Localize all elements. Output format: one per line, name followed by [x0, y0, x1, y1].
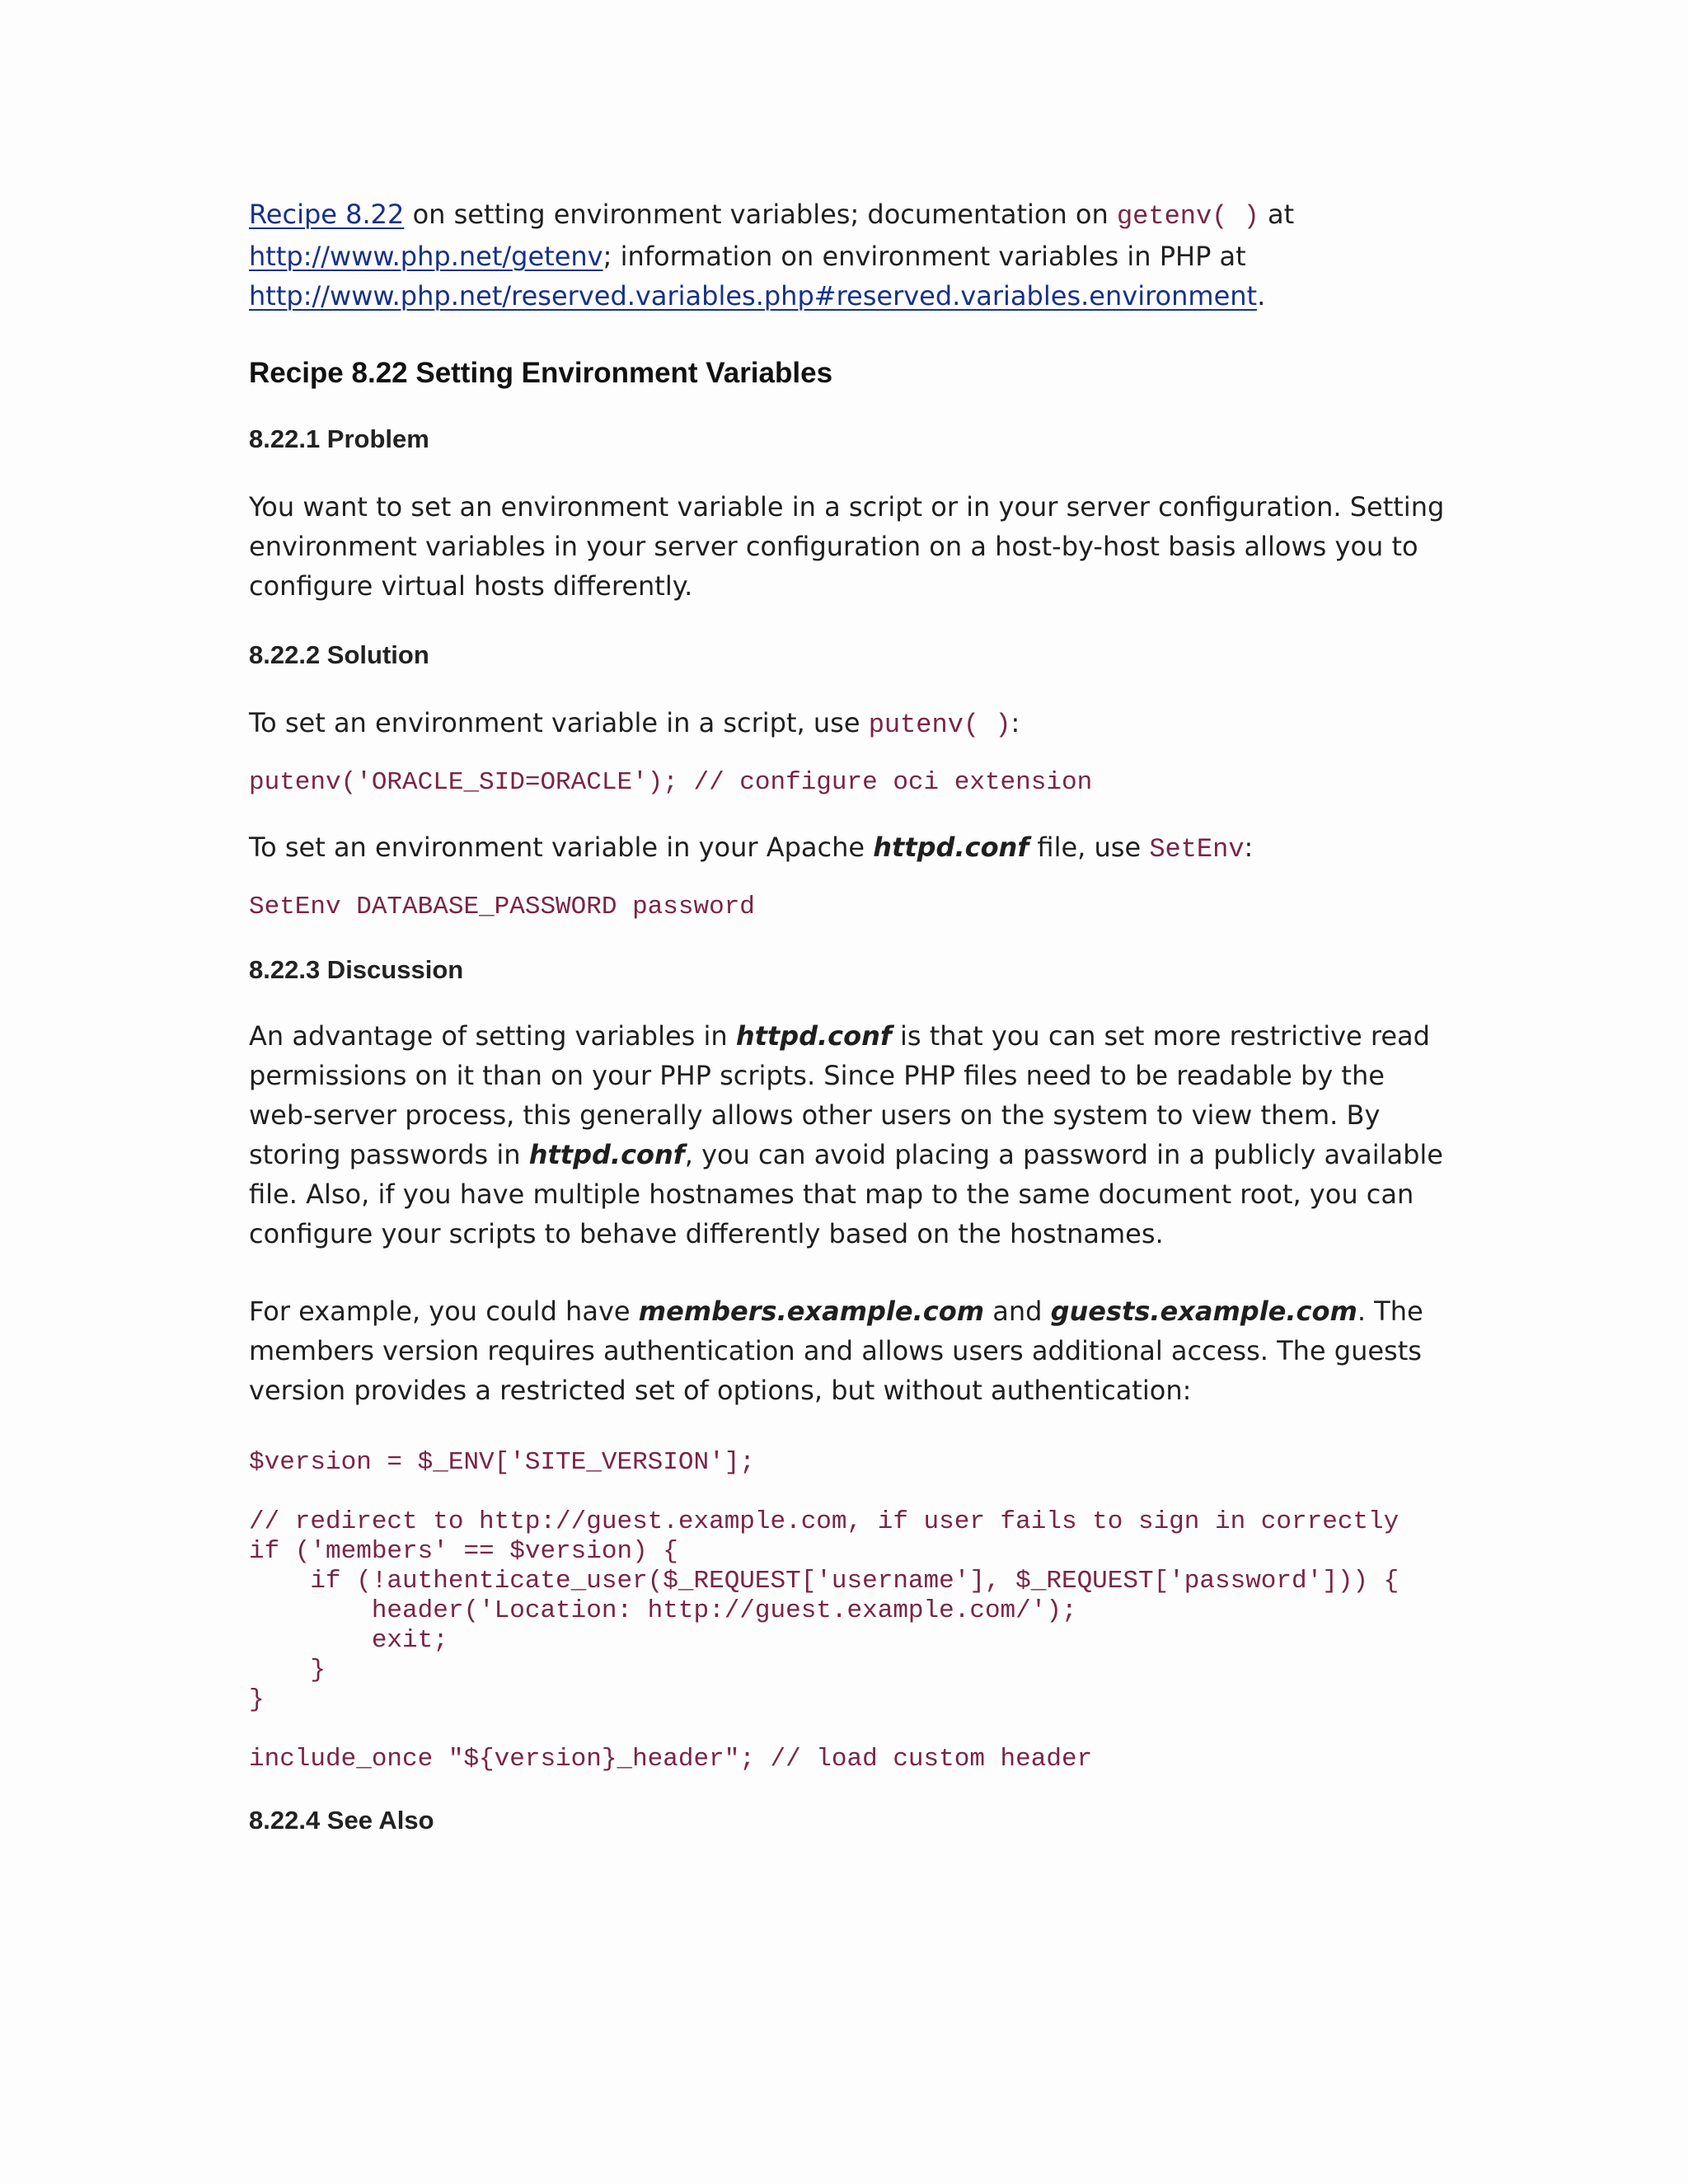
discussion-text-2a: For example, you could have — [249, 1296, 639, 1327]
solution-paragraph-2 — [249, 827, 1452, 869]
discussion-paragraph-2 — [249, 1291, 1452, 1410]
solution-text-1-end: : — [1010, 707, 1020, 738]
page-content — [249, 194, 1452, 1835]
solution-text-2-end: : — [1244, 832, 1254, 863]
intro-text-1: on setting environment variables; documentation on — [404, 199, 1117, 230]
setenv-code-block: SetEnv DATABASE_PASSWORD password — [249, 893, 755, 921]
discussion-paragraph-1 — [249, 1016, 1452, 1254]
php-getenv-link[interactable]: http://www.php.net/getenv — [249, 241, 603, 272]
problem-heading: 8.22.1 Problem — [249, 424, 429, 453]
setenv-code: SetEnv — [1149, 834, 1245, 865]
httpd-conf-filename: httpd.conf — [873, 832, 1029, 863]
discussion-text-2b: and — [984, 1296, 1051, 1327]
solution-paragraph-1 — [249, 703, 1452, 745]
solution-text-1: To set an environment variable in a script, use — [249, 707, 869, 738]
discussion-text-2c: . The members version requires authentication and allows users additional access. The guests version provides a restricted set of options, but without authentication: — [249, 1296, 1423, 1406]
intro-text-2: at — [1259, 199, 1295, 230]
solution-text-2b: file, use — [1029, 832, 1150, 863]
intro-text-3: ; information on environment variables in PHP at — [603, 241, 1246, 272]
site-version-code-block: $version = $_ENV['SITE_VERSION']; — [249, 1448, 755, 1477]
guests-hostname: guests.example.com — [1050, 1296, 1357, 1327]
discussion-text-1c: , you can avoid placing a password in a publicly available file. Also, if you have multiple hostnames that map to the same document root, you can configure your scripts to behave differently based on the hostnames. — [249, 1139, 1443, 1249]
intro-paragraph — [249, 194, 1452, 316]
problem-text: You want to set an environment variable in a script or in your server configuration. Setting environment variables in your server configuration on a host-by-host basis allows you to configure virtual hosts differently. — [249, 491, 1445, 602]
redirect-code-block: // redirect to http://guest.example.com, if user fails to sign in correctly if ('members' == $version) { if (!authenticate_user($_REQUEST['username'], $_REQUEST['password'])) { header('Location: http://guest.example.com/'); exit; } } — [249, 1507, 1400, 1714]
see-also-heading: 8.22.4 See Also — [249, 1806, 434, 1835]
intro-text-4: . — [1257, 280, 1266, 312]
solution-text-2: To set an environment variable in your Apache — [249, 832, 874, 863]
discussion-text-1b: is that you can set more restrictive read permissions on it than on your PHP scripts. Since PHP files need to be readable by the web-server process, this generally allows other users on the system to view them. By storing passwords in — [249, 1020, 1430, 1170]
httpd-conf-filename: httpd.conf — [528, 1139, 685, 1170]
httpd-conf-filename: httpd.conf — [735, 1020, 892, 1052]
recipe-title: Recipe 8.22 Setting Environment Variables — [249, 357, 833, 389]
getenv-code: getenv( ) — [1116, 201, 1259, 232]
include-code-block: include_once "${version}_header"; // load custom header — [249, 1745, 1093, 1774]
recipe-8-22-link[interactable]: Recipe 8.22 — [249, 199, 405, 230]
discussion-text-1a: An advantage of setting variables in — [249, 1020, 736, 1052]
putenv-code: putenv( ) — [868, 710, 1011, 740]
php-reserved-variables-link[interactable]: http://www.php.net/reserved.variables.php#reserved.variables.environment — [249, 280, 1258, 312]
discussion-heading: 8.22.3 Discussion — [249, 955, 464, 984]
putenv-code-block: putenv('ORACLE_SID=ORACLE'); // configure oci extension — [249, 768, 1093, 797]
solution-heading: 8.22.2 Solution — [249, 640, 429, 669]
members-hostname: members.example.com — [638, 1296, 985, 1327]
